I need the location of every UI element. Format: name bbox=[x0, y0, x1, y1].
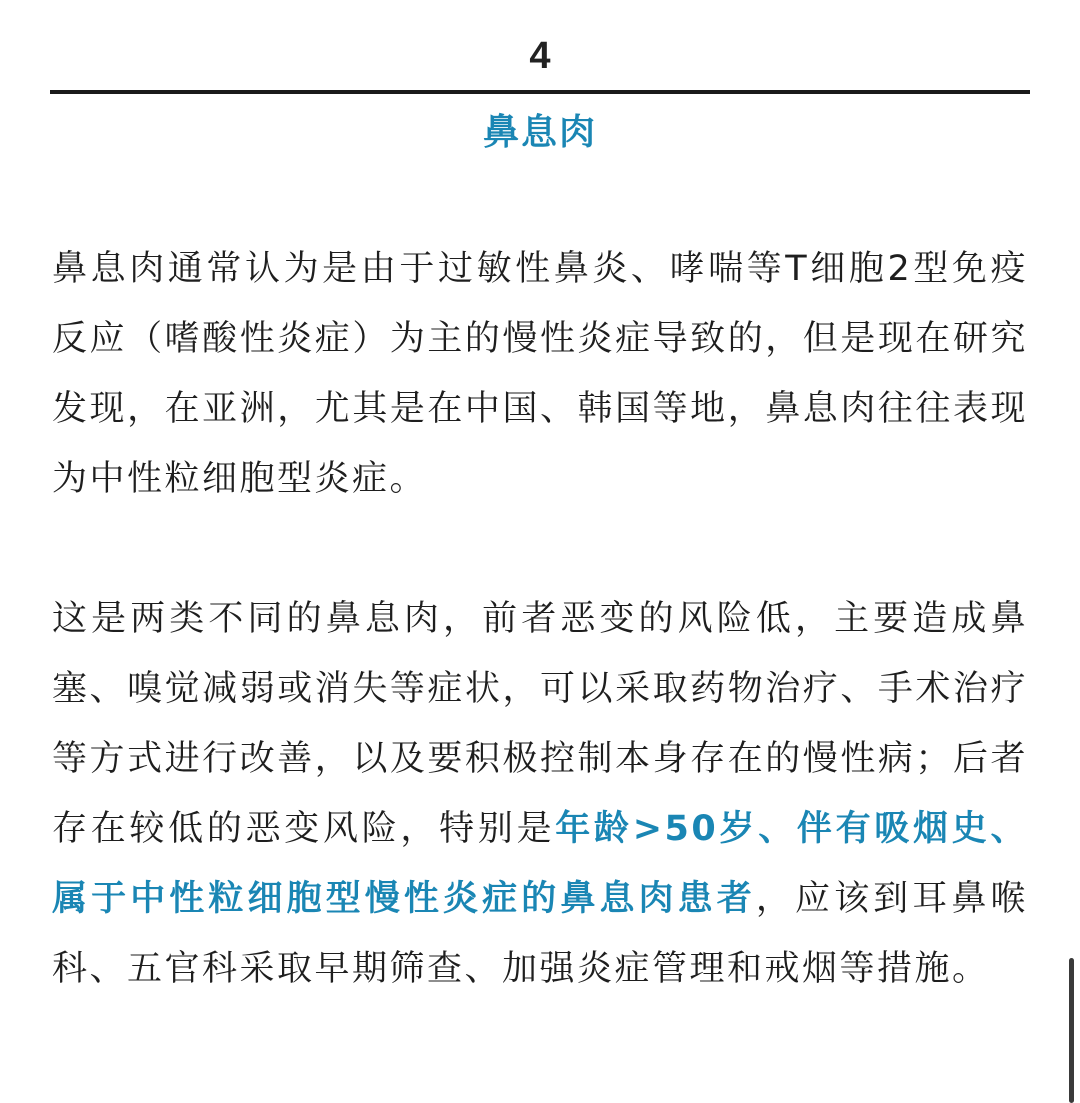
section-title: 鼻息肉 bbox=[482, 112, 597, 153]
section-number: 4 bbox=[529, 35, 551, 77]
paragraph-comparison-text-start: 这是两类不同的鼻息肉，前者恶变的风险低，主要造成鼻塞、嗅觉减弱或消失等症状，可以采取药物治疗、手术治疗等方式进行改善，以及要积极控制本身存在的慢性病；后者存在较低的恶变风险，特别是 bbox=[52, 599, 1028, 849]
paragraph-comparison bbox=[52, 584, 1028, 1004]
high-risk-group-highlight: 年龄>50岁、伴有吸烟史、属于中性粒细胞型慢性炎症的鼻息肉患者 bbox=[52, 809, 1028, 919]
paragraph-comparison-text-end: ，应该到耳鼻喉科、五官科采取早期筛查、加强炎症管理和戒烟等措施。 bbox=[52, 879, 1028, 989]
scroll-indicator[interactable] bbox=[1069, 958, 1074, 1103]
section-divider bbox=[50, 90, 1030, 94]
paragraph-intro: 鼻息肉通常认为是由于过敏性鼻炎、哮喘等T细胞2型免疫反应（嗜酸性炎症）为主的慢性炎症导致的，但是现在研究发现，在亚洲，尤其是在中国、韩国等地，鼻息肉往往表现为中性粒细胞型炎症。 bbox=[52, 249, 1028, 499]
